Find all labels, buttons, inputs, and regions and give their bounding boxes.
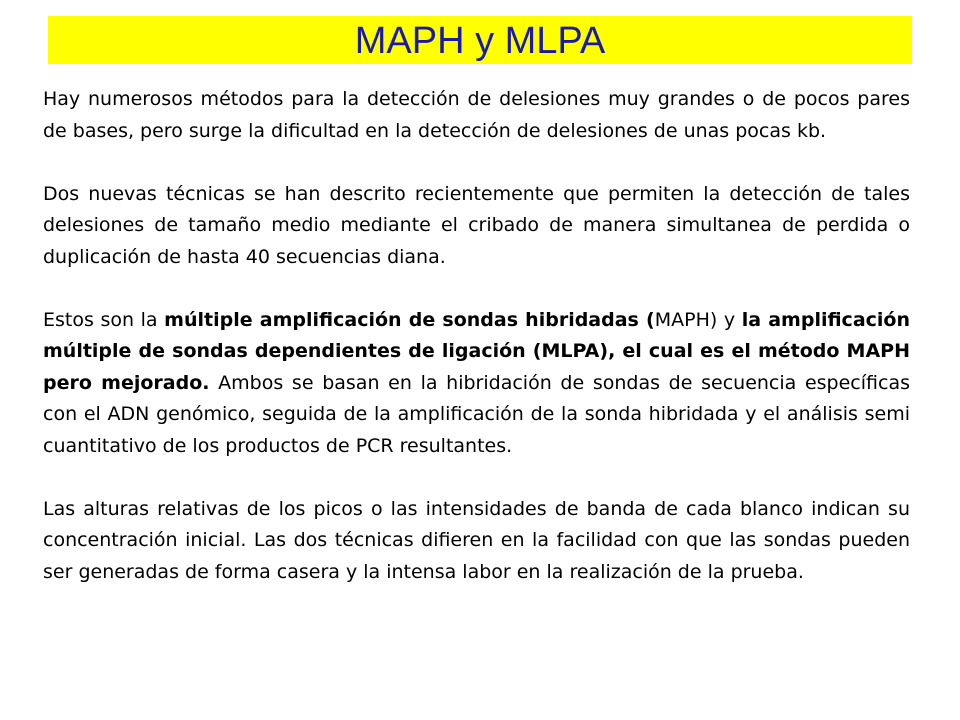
paragraph-3-text-c: Ambos se basan en la hibridación de sondas de secuencia específicas con el ADN genómico, seguida de la amplificación de la sonda hibridada y el análisis semi cuantitativo de los productos de PCR resultantes. (43, 371, 910, 457)
paragraph-4: Las alturas relativas de los picos o las intensidades de banda de cada blanco indican su concentración inicial. Las dos técnicas difieren en la facilidad con que las sondas pueden ser generadas de forma casera y la intensa labor en la realización de la prueba. (43, 497, 910, 583)
paragraph-3-bold-a: múltiple amplificación de sondas hibridadas ( (164, 308, 655, 331)
slide-title: MAPH y MLPA (354, 20, 606, 62)
paragraph-1: Hay numerosos métodos para la detección de delesiones muy grandes o de pocos pares de bases, pero surge la dificultad en la detección de delesiones de unas pocas kb. (43, 88, 910, 142)
paragraph-3 (43, 305, 910, 463)
title-banner (48, 16, 912, 64)
slide-body (43, 84, 910, 588)
paragraph-3-bold-b: la amplificación múltiple de sondas dependientes de ligación (MLPA), el cual es el método MAPH pero mejorado. (43, 308, 910, 394)
paragraph-2: Dos nuevas técnicas se han descrito recientemente que permiten la detección de tales delesiones de tamaño medio mediante el cribado de manera simultanea de perdida o duplicación de hasta 40 secuencias diana. (43, 182, 910, 268)
paragraph-3-text-a: Estos son la (43, 308, 165, 331)
paragraph-3-text-b: MAPH) y (654, 308, 742, 331)
